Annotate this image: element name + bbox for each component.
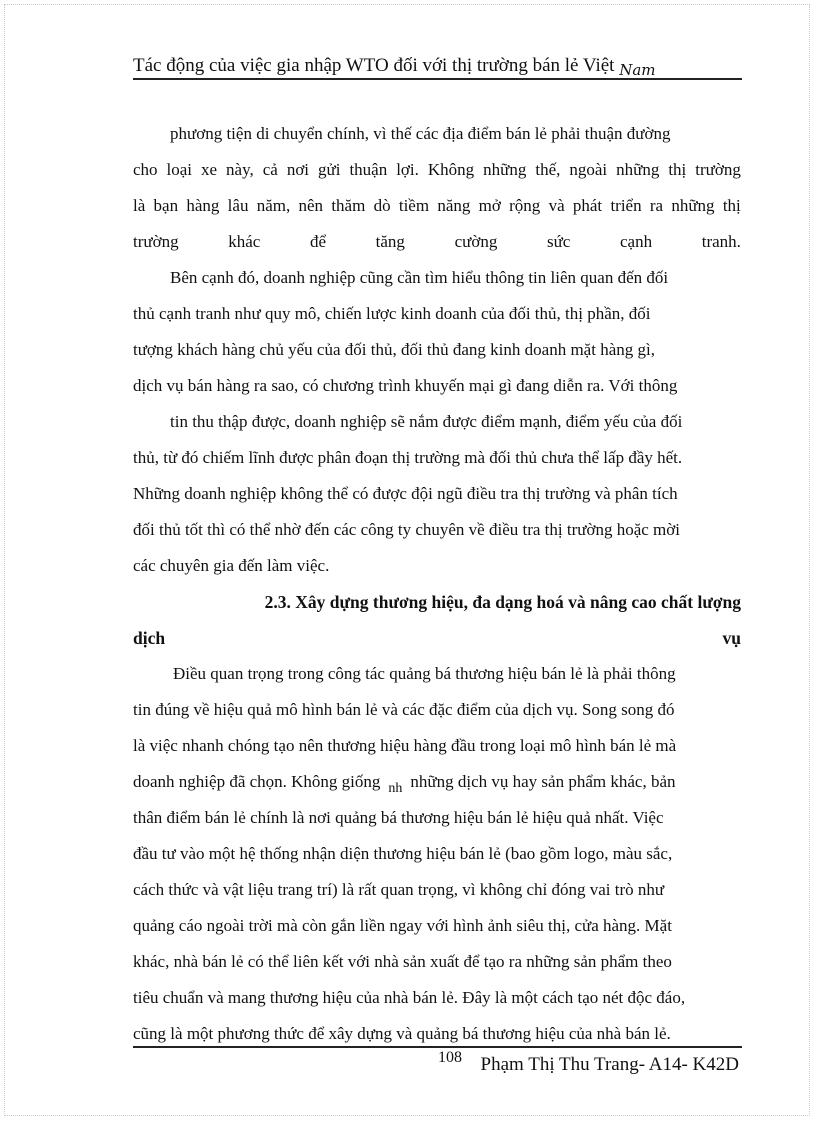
text-line: khác, nhà bán lẻ có thể liên kết với nhà sản xuất để tạo ra những sản phẩm theo	[133, 952, 672, 971]
text-line: tin thu thập được, doanh nghiệp sẽ nắm được điểm mạnh, điểm yếu của đối	[170, 412, 683, 431]
text-line: dịch vụ bán hàng ra sao, có chương trình khuyến mại gì đang diễn ra. Với thông	[133, 376, 678, 395]
text-line: tin đúng về hiệu quả mô hình bán lẻ và các đặc điểm của dịch vụ. Song song đó	[133, 700, 675, 719]
word: triển	[610, 196, 642, 215]
text-line: thủ cạnh tranh như quy mô, chiến lược kinh doanh của đối thủ, thị phần, đối	[133, 304, 651, 323]
spread-word: tăng	[375, 232, 405, 251]
word: nơi	[286, 160, 310, 179]
spread-word: cường	[454, 232, 498, 251]
running-header	[133, 55, 741, 79]
word: phát	[572, 196, 603, 215]
word: lợi.	[396, 160, 419, 179]
word: cho	[133, 160, 158, 179]
word: những	[671, 196, 715, 215]
heading-word: dịch	[133, 628, 166, 648]
word: năng	[437, 196, 471, 215]
section-heading: 2.3. Xây dựng thương hiệu, đa dạng hoá và nâng cao chất lượng	[264, 592, 741, 612]
word: thị	[668, 160, 687, 179]
word: năm,	[256, 196, 291, 215]
word: ngoài	[569, 160, 608, 179]
text-line: Bên cạnh đó, doanh nghiệp cũng cần tìm hiểu thông tin liên quan đến đối	[170, 268, 669, 287]
text-line: cách thức và vật liệu trang trí) là rất quan trọng, vì không chỉ đóng vai trò như	[133, 880, 665, 899]
text-line	[133, 188, 741, 224]
word: bạn	[153, 196, 179, 215]
text-line: cũng là một phương thức để xây dựng và quảng bá thương hiệu của nhà bán lẻ.	[133, 1024, 671, 1043]
word: thị	[722, 196, 741, 215]
word: tiềm	[398, 196, 430, 215]
page-number: 108	[438, 1049, 462, 1066]
heading-word: vụ	[722, 628, 741, 648]
document-body	[133, 116, 741, 1052]
word: thuận	[349, 160, 388, 179]
text-line: đối thủ tốt thì có thể nhờ đến các công ty chuyên về điều tra thị trường hoặc mời	[133, 520, 680, 539]
word: rộng	[509, 196, 541, 215]
mixed-subscript: nh	[388, 781, 403, 796]
text-line: tiêu chuẩn và mang thương hiệu của nhà bán lẻ. Đây là một cách tạo nét độc đáo,	[133, 988, 686, 1007]
text-line: các chuyên gia đến làm việc.	[133, 556, 330, 575]
word: trường	[695, 160, 741, 179]
word: thăm	[331, 196, 366, 215]
text-line: phương tiện di chuyển chính, vì thế các địa điểm bán lẻ phải thuận đường	[170, 124, 671, 143]
word: lâu	[227, 196, 249, 215]
mixed-after: những dịch vụ hay sản phẩm khác, bản	[410, 772, 676, 791]
text-line	[133, 152, 741, 188]
word: Không	[427, 160, 475, 179]
word: dò	[373, 196, 391, 215]
word: những	[616, 160, 660, 179]
header-title: Tác động của việc gia nhập WTO đối với thị trường bán lẻ Việt	[133, 55, 615, 76]
text-line: đầu tư vào một hệ thống nhận diện thương hiệu bán lẻ (bao gồm logo, màu sắc,	[133, 844, 673, 863]
header-rule	[133, 78, 742, 80]
word: những	[483, 160, 527, 179]
word: và	[548, 196, 565, 215]
spread-word: trường	[133, 232, 179, 251]
word: này,	[226, 160, 254, 179]
footer-author: Phạm Thị Thu Trang- A14- K42D	[480, 1054, 739, 1075]
mixed-before: doanh nghiệp đã chọn. Không giống	[133, 772, 381, 791]
text-line: là việc nhanh chóng tạo nên thương hiệu hàng đầu trong loại mô hình bán lẻ mà	[133, 736, 677, 755]
text-line: thủ, từ đó chiếm lĩnh được phân đoạn thị trường mà đối thủ chưa thể lấp đầy hết.	[133, 448, 683, 467]
spread-word: khác	[228, 232, 261, 251]
text-line-mixed	[133, 764, 741, 800]
word: xe	[201, 160, 218, 179]
word: là	[133, 196, 146, 215]
word: gửi	[318, 160, 341, 179]
header-title-script: Nam	[619, 61, 656, 79]
word: mở	[478, 196, 501, 215]
text-line-spread	[133, 224, 741, 260]
word: loại	[166, 160, 193, 179]
word: nên	[298, 196, 324, 215]
word: ra	[649, 196, 664, 215]
word: cả	[262, 160, 278, 179]
word: hàng	[186, 196, 220, 215]
text-line: Điều quan trọng trong công tác quảng bá thương hiệu bán lẻ là phải thông	[173, 664, 676, 683]
text-line: thân điểm bán lẻ chính là nơi quảng bá thương hiệu bán lẻ hiệu quả nhất. Việc	[133, 808, 664, 827]
text-line: quảng cáo ngoài trời mà còn gắn liền ngay với hình ảnh siêu thị, cửa hàng. Mặt	[133, 916, 672, 935]
text-line: Những doanh nghiệp không thể có được đội ngũ điều tra thị trường và phân tích	[133, 484, 678, 503]
word: thế,	[535, 160, 561, 179]
spread-word: sức	[546, 232, 571, 251]
section-heading-continued	[133, 620, 741, 656]
spread-word: tranh.	[701, 232, 741, 251]
page-footer	[133, 1046, 741, 1076]
spread-word: để	[309, 232, 327, 251]
text-line: tượng khách hàng chủ yếu của đối thủ, đối thủ đang kinh doanh mặt hàng gì,	[133, 340, 655, 359]
spread-word: cạnh	[619, 232, 653, 251]
